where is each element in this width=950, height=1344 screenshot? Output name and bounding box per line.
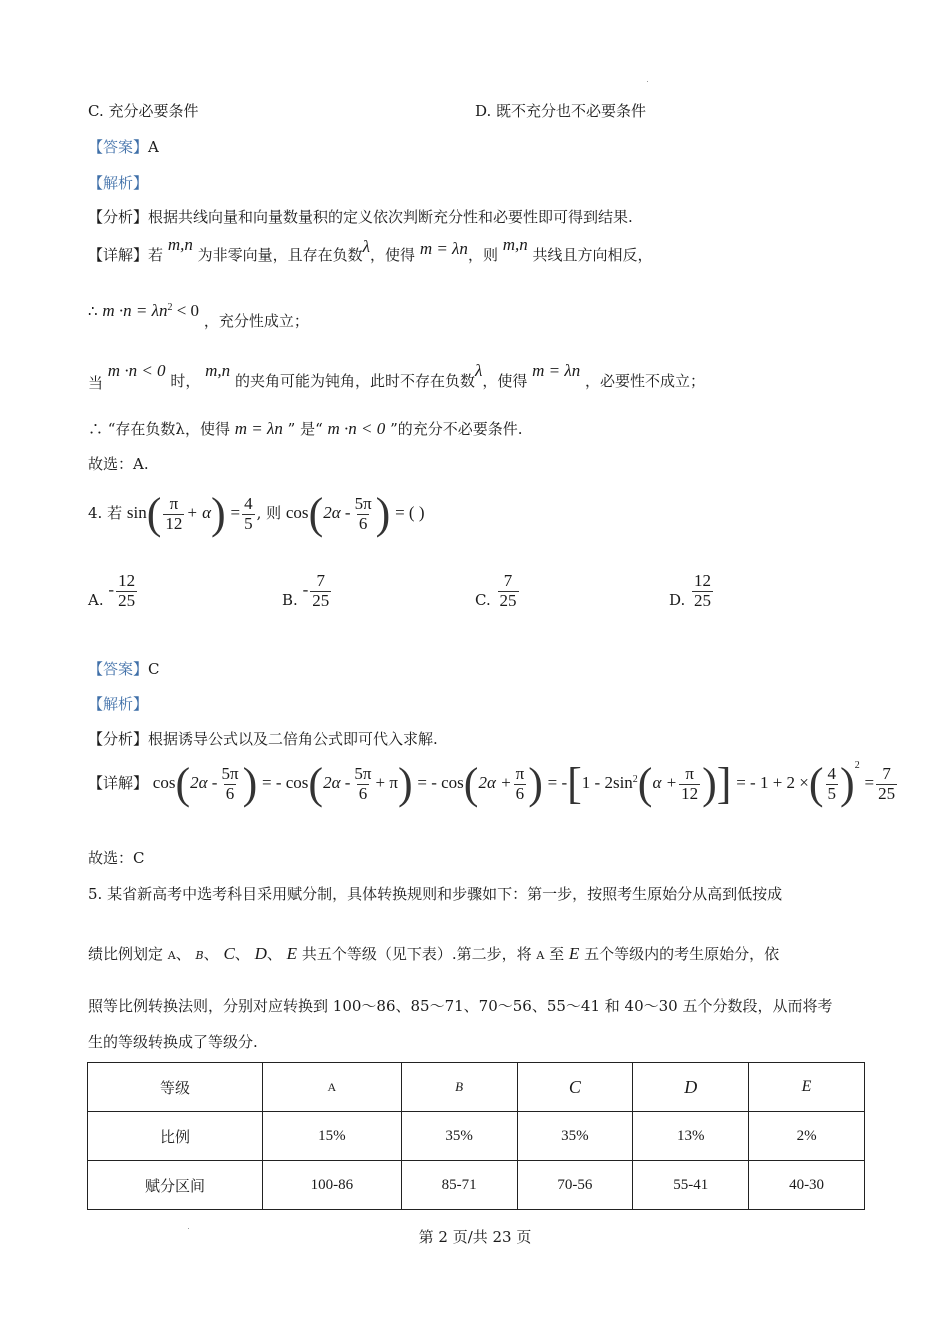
table-cell: 15% — [263, 1112, 402, 1161]
math-eq: = — [230, 503, 241, 522]
paren-right: ) — [242, 759, 258, 808]
detail-text: ，必要性不成立； — [585, 372, 706, 390]
q5-paragraph-line1: 5. 某省新高考中选考科目采用赋分制，具体转换规则和步骤如下：第一步，按照考生原始分从高到低按成 — [88, 885, 783, 903]
bracket-right: ] — [716, 759, 732, 808]
table-cell: 70-56 — [517, 1161, 633, 1210]
paren-right: ) — [211, 489, 226, 538]
option-label: C. — [475, 591, 491, 610]
q3-option-c: C. 充分必要条件 — [88, 102, 199, 120]
q5-sep: 、 — [234, 945, 250, 963]
q4-fenxi — [88, 728, 438, 749]
paren-left: ( — [463, 759, 479, 808]
table-header-cell: C — [517, 1063, 633, 1112]
math-term: 2α + — [478, 773, 512, 792]
q4-stem — [88, 489, 425, 538]
table-header-cell: E — [749, 1063, 865, 1112]
q4-choose: 故选：C — [88, 849, 145, 867]
fraction: $\frac{4}{5}$ — [827, 763, 837, 803]
fraction: $\frac{5\pi}{6}$ — [354, 493, 372, 533]
table-cell: 赋分区间 — [88, 1161, 263, 1210]
q5-paragraph-line4: 生的等级转换成了等级分. — [88, 1033, 258, 1051]
q5-sep: 、 — [203, 945, 219, 963]
math-mn: m,n — [502, 235, 528, 254]
math-eq: m = λn — [532, 361, 581, 380]
math-eq: m = λn — [234, 419, 283, 438]
math-term: = - cos — [417, 773, 464, 792]
paren-right: ) — [702, 759, 717, 808]
detail-text: ” 是“ — [287, 420, 323, 438]
fenxi-text: 根据诱导公式以及二倍角公式即可代入求解. — [148, 730, 438, 748]
fenxi-tag: 【分析】 — [88, 208, 149, 226]
math-lambda: λ — [474, 361, 483, 380]
grade-letter: E — [568, 944, 580, 963]
paren-right: ) — [397, 759, 413, 808]
table-cell: 13% — [633, 1112, 749, 1161]
grade-letter: D — [254, 944, 267, 963]
page-footer: 第 2 页/共 23 页 — [418, 1228, 532, 1246]
math-cos: cos — [152, 773, 176, 792]
q3-choose: 故选：A. — [88, 455, 149, 473]
table-cell: 35% — [401, 1112, 517, 1161]
math-dot-product: m ·n = λn — [102, 301, 168, 320]
q3-analysis-tag: 【解析】 — [88, 174, 149, 192]
q3-detail-line4 — [88, 418, 523, 439]
table-cell: 85-71 — [401, 1161, 517, 1210]
q4-option-b — [282, 572, 333, 610]
q5-text: 五个等级内的考生原始分，依 — [584, 945, 780, 963]
table-row — [88, 1112, 865, 1161]
detail-text: ”的充分不必要条件. — [390, 420, 523, 438]
answer-value: A — [148, 138, 159, 156]
paren-right: ) — [528, 759, 543, 808]
option-label: A. — [88, 591, 104, 610]
therefore: ∴ — [88, 302, 98, 320]
math-superscript: 2 — [854, 760, 860, 771]
table-header-cell: B — [401, 1063, 517, 1112]
math-minus: - — [302, 580, 309, 600]
paren-left: ( — [637, 759, 653, 808]
q4-option-c — [475, 572, 521, 610]
math-term: 1 - 2sin — [581, 773, 633, 792]
q3-answer — [88, 136, 159, 157]
table-header-cell: D — [633, 1063, 749, 1112]
q5-text: 绩比例划定 — [88, 945, 164, 963]
detail-text: 当 — [88, 374, 104, 392]
scan-speck — [647, 81, 648, 82]
fraction: $\frac{12}{25}$ — [694, 571, 712, 610]
fraction: $\frac{\pi}{12}$ — [165, 493, 183, 533]
math-term: = — [864, 773, 875, 792]
math-sin: sin — [126, 503, 147, 522]
q3-detail-line1 — [88, 235, 653, 265]
q4-option-d — [669, 572, 715, 610]
grade-letter: C — [223, 944, 235, 963]
math-term: = - — [547, 773, 568, 792]
grade-letter: B — [195, 949, 204, 962]
q5-paragraph-line3: 照等比例转换法则，分别对应转换到 100～86、85～71、70～56、55～41 和 40～30 五个分数段，从而将考 — [88, 997, 833, 1015]
q4-option-a — [88, 572, 139, 610]
detail-text: ，使得 — [482, 372, 528, 390]
fraction: $\frac{7}{25}$ — [878, 763, 896, 803]
q5-text: 共五个等级（见下表）.第二步，将 — [301, 945, 532, 963]
table-cell: 55-41 — [633, 1161, 749, 1210]
paren-right: ) — [375, 489, 391, 538]
detail-text: 共线且方向相反， — [532, 246, 653, 264]
fraction: $\frac{4}{5}$ — [244, 493, 253, 533]
math-term: α + — [652, 773, 678, 792]
q3-fenxi — [88, 206, 633, 227]
fenxi-text: 根据共线向量和向量数量积的定义依次判断充分性和必要性即可得到结果. — [148, 208, 633, 226]
math-term: + π — [375, 773, 398, 792]
math-superscript: 2 — [632, 774, 638, 785]
table-cell: 40-30 — [749, 1161, 865, 1210]
math-term: = - 1 + 2 × — [736, 773, 809, 792]
paren-left: ( — [175, 759, 191, 808]
detail-tag: 【详解】 — [88, 774, 149, 792]
grade-table — [87, 1062, 865, 1210]
table-cell: 35% — [517, 1112, 633, 1161]
fraction: $\frac{7}{25}$ — [499, 571, 517, 610]
math-term: 2α - — [323, 773, 351, 792]
answer-tag: 【答案】 — [88, 660, 149, 678]
fraction: $\frac{7}{25}$ — [312, 571, 330, 610]
fraction: $\frac{\pi}{12}$ — [681, 763, 699, 803]
detail-text: ，充分性成立； — [203, 312, 309, 330]
paren-left: ( — [308, 489, 324, 538]
math-mn: m,n — [167, 235, 193, 254]
grade-letter: E — [286, 944, 298, 963]
detail-text: ，使得 — [370, 246, 416, 264]
table-cell: 比例 — [88, 1112, 263, 1161]
detail-text: 时， — [170, 372, 201, 390]
detail-text: , 则 — [256, 504, 282, 522]
q3-detail-line3 — [88, 360, 706, 392]
answer-value: C — [148, 660, 160, 678]
table-header-cell: 等级 — [88, 1063, 263, 1112]
math-term: = - cos — [262, 773, 309, 792]
math-two-alpha: 2α - — [323, 503, 351, 522]
bracket-left: [ — [567, 759, 582, 808]
q4-analysis-tag: 【解析】 — [88, 695, 149, 713]
paren-left: ( — [808, 759, 824, 808]
math-superscript: 2 — [167, 302, 173, 313]
math-less-zero: < 0 — [172, 301, 200, 320]
question-number: 4. 若 — [88, 504, 123, 522]
math-term: 2α - — [190, 773, 218, 792]
table-row — [88, 1063, 865, 1112]
detail-text: 若 — [148, 246, 164, 264]
paren-left: ( — [146, 489, 162, 538]
q5-paragraph-line2 — [88, 943, 779, 964]
q3-detail-line2 — [88, 300, 309, 330]
math-mn: m,n — [205, 361, 231, 380]
math-lambda: λ — [362, 237, 371, 256]
q4-answer — [88, 658, 160, 679]
grade-letter: A — [167, 949, 176, 962]
q4-detail — [88, 759, 899, 808]
q5-text: 至 — [549, 945, 565, 963]
fraction: $\frac{5\pi}{6}$ — [354, 763, 372, 803]
table-cell: 2% — [749, 1112, 865, 1161]
table-cell: 100-86 — [263, 1161, 402, 1210]
math-plus-alpha: + α — [186, 503, 212, 522]
detail-text: ∴ “存在负数λ，使得 — [88, 420, 230, 438]
detail-text: 的夹角可能为钝角，此时不存在负数 — [234, 372, 475, 390]
math-eq: m = λn — [419, 239, 468, 258]
answer-tag: 【答案】 — [88, 138, 149, 156]
option-label: B. — [282, 591, 298, 610]
detail-tag: 【详解】 — [88, 246, 149, 264]
table-header-cell: A — [263, 1063, 402, 1112]
math-cos: cos — [285, 503, 309, 522]
q3-option-d: D. 既不充分也不必要条件 — [475, 102, 647, 120]
table-row — [88, 1161, 865, 1210]
math-minus: - — [108, 580, 115, 600]
fraction: $\frac{12}{25}$ — [118, 571, 136, 610]
detail-text: 为非零向量，且存在负数 — [197, 246, 363, 264]
q5-sep: 、 — [175, 945, 191, 963]
fraction: $\frac{\pi}{6}$ — [515, 763, 525, 803]
paren-right: ) — [840, 759, 855, 808]
q5-sep: 、 — [266, 945, 282, 963]
fraction: $\frac{5\pi}{6}$ — [221, 763, 239, 803]
detail-text: ，则 — [467, 246, 498, 264]
answer-blank: = ( ) — [395, 503, 425, 522]
math-dot-product: m ·n < 0 — [327, 419, 386, 438]
option-label: D. — [669, 591, 686, 610]
grade-letter: A — [536, 949, 545, 962]
math-dot-product: m ·n < 0 — [107, 361, 166, 380]
paren-left: ( — [308, 759, 324, 808]
fenxi-tag: 【分析】 — [88, 730, 149, 748]
